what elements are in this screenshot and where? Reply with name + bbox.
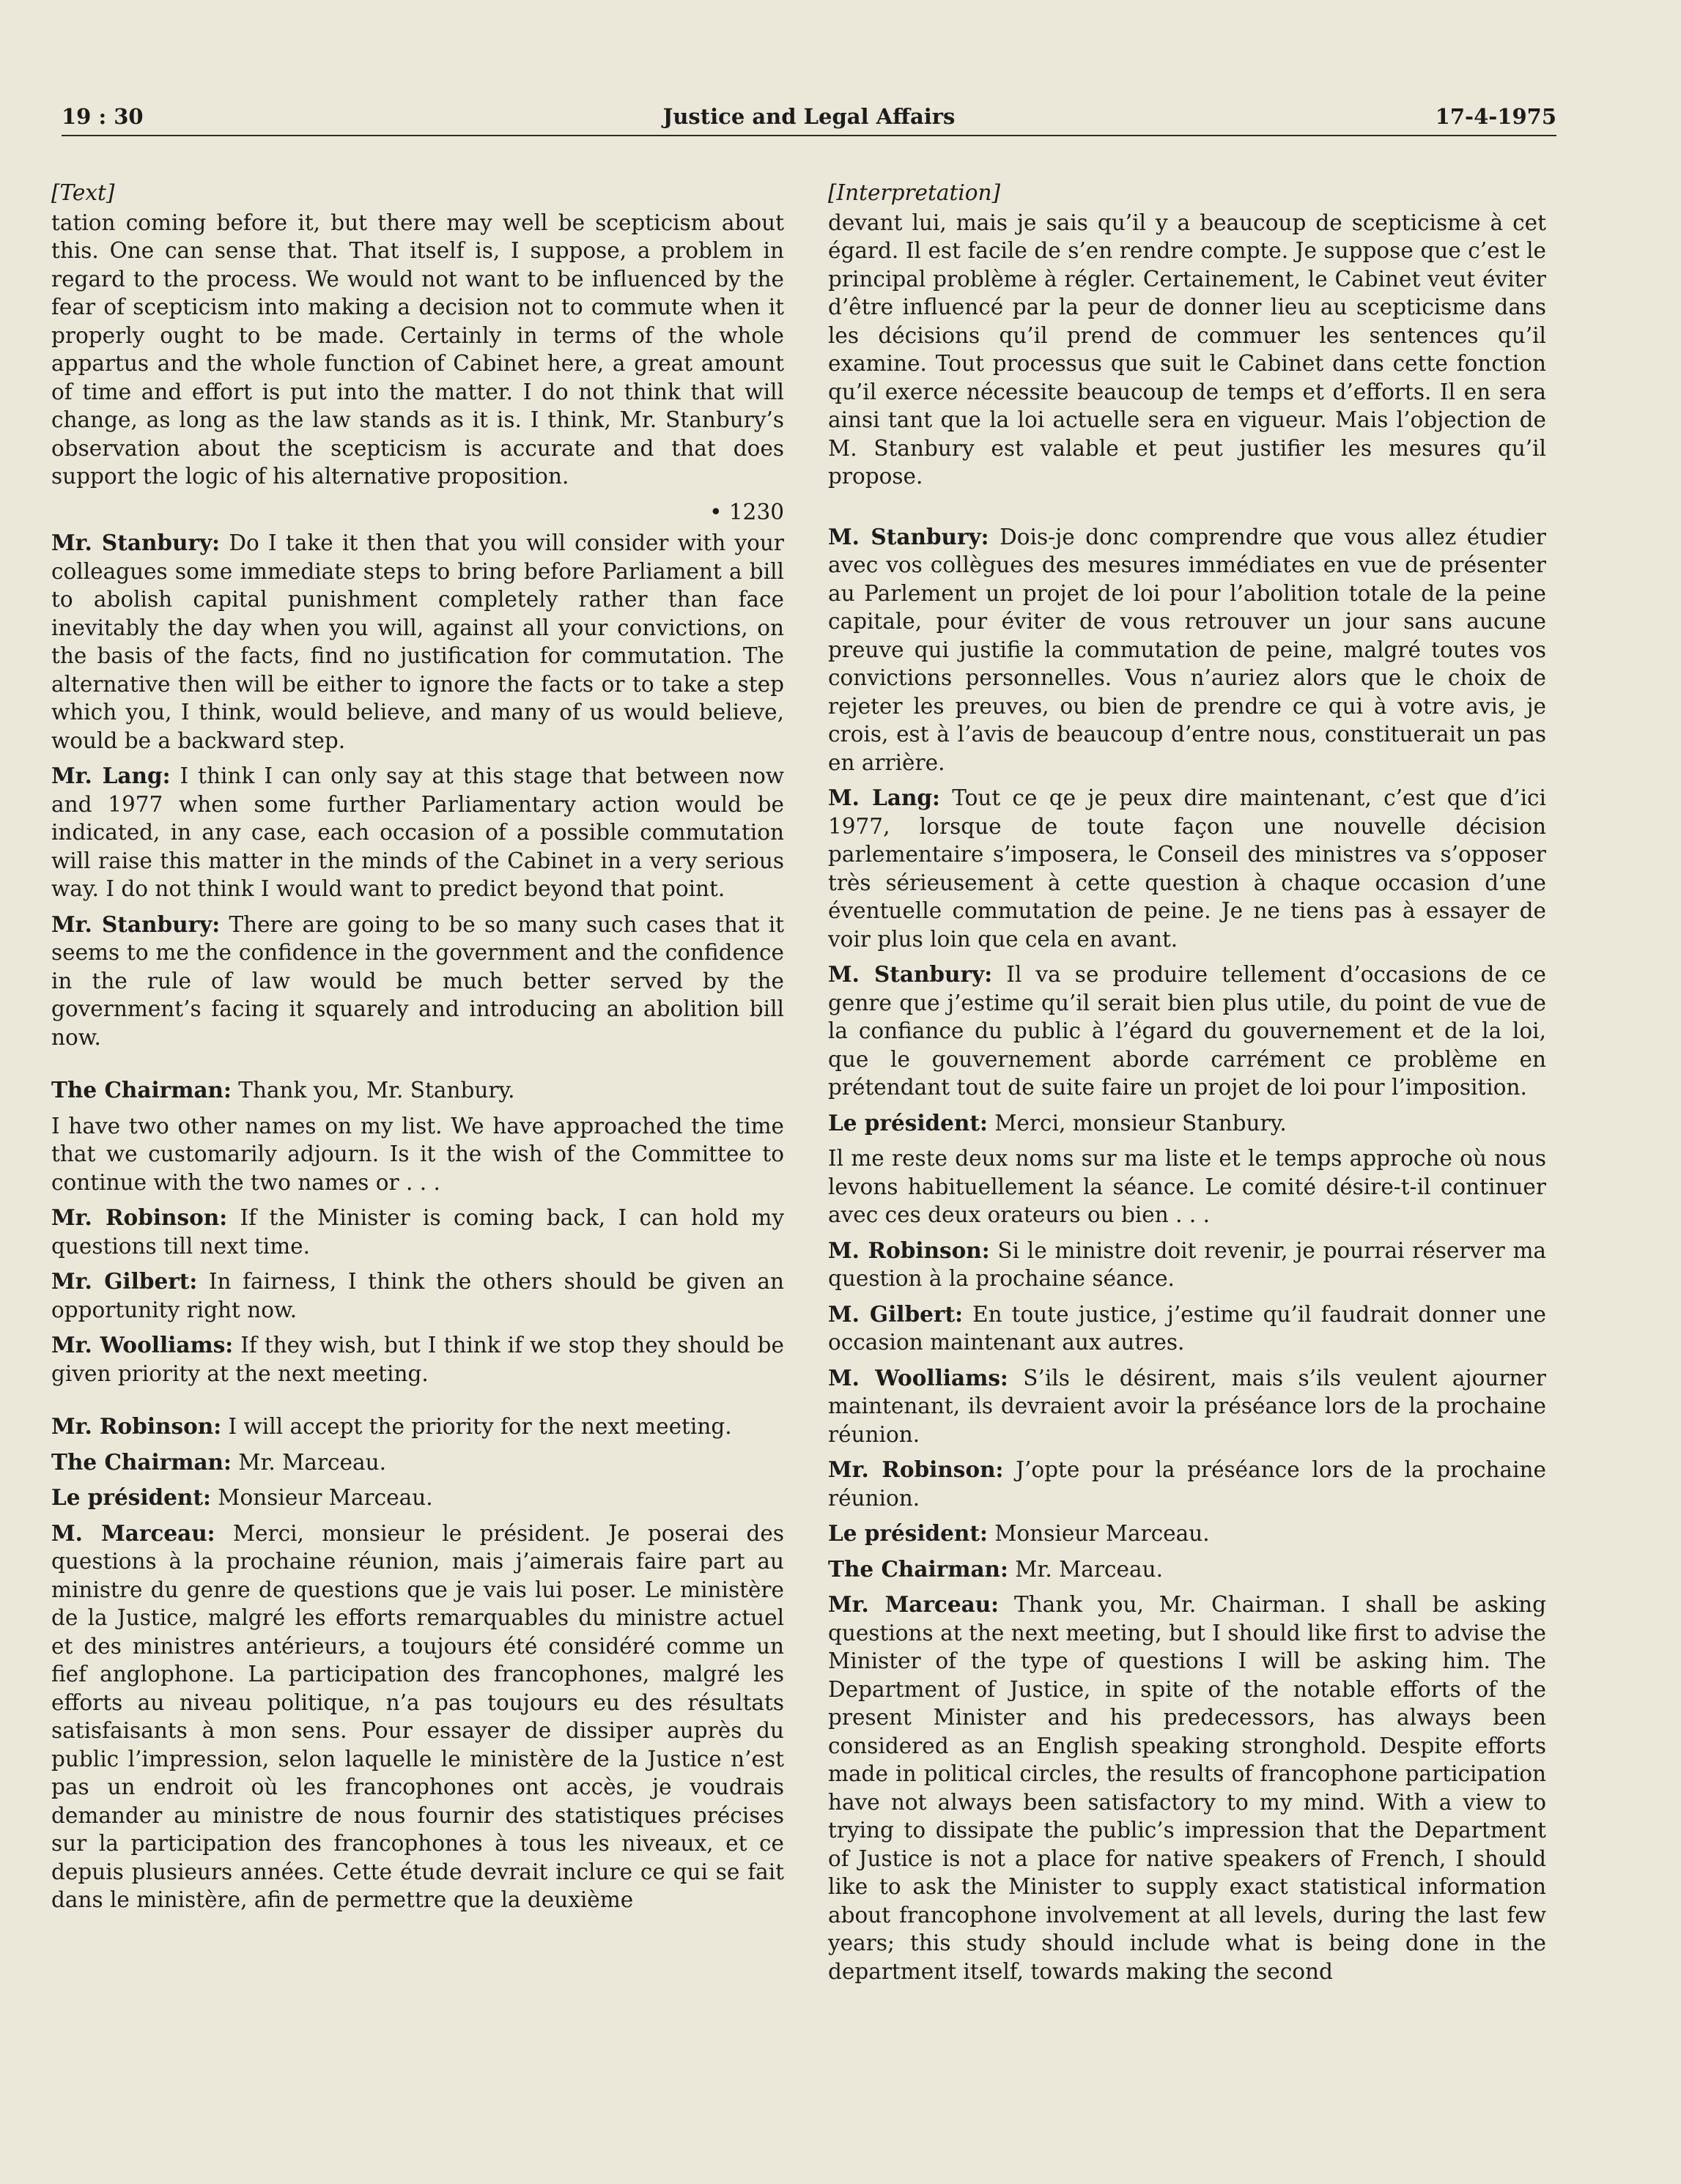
speaker: Mr. Robinson: (51, 1413, 222, 1439)
speech (828, 1456, 1546, 1512)
speech (51, 762, 784, 903)
speech-text: Thank you, Mr. Stanbury. (231, 1078, 515, 1103)
speaker: M. Marceau: (51, 1519, 215, 1546)
paragraph: I have two other names on my list. We have approached the time that we customarily adjourn. Is it the wish of the Committee to continue with the two names or . . . (51, 1113, 784, 1195)
speech (828, 1237, 1546, 1293)
speech (828, 1555, 1546, 1584)
speaker: Mr. Robinson: (51, 1204, 228, 1230)
speaker: Mr. Woolliams: (51, 1332, 234, 1358)
speaker: Mr. Robinson: (828, 1456, 1004, 1482)
speaker: The Chairman: (51, 1448, 232, 1475)
speech (828, 1300, 1546, 1357)
left-column-english (51, 179, 784, 1922)
speaker: Mr. Stanbury: (51, 530, 221, 555)
speaker: Mr. Lang: (51, 763, 171, 788)
speech-text: Il va se produire tellement d’occasions de ce genre que j’estime qu’il serait bien plus utile, du point de vue de la confiance du public à l’égard du gouvernement et de la loi, que le gouvernement aborde carrément ce problème en prétendant tout de suite faire un projet de loi pour l’imposition. (828, 962, 1547, 1100)
paragraph: Il me reste deux noms sur ma liste et le temps approche où nous levons habituellement la séance. Le comité désire-t-il continuer avec ces deux orateurs ou bien . . . (828, 1146, 1546, 1227)
speaker: Le président: (51, 1484, 211, 1510)
speech (828, 1591, 1546, 1985)
speech-text: J’opte pour la préséance lors de la prochaine réunion. (828, 1457, 1546, 1511)
speaker: Mr. Gilbert: (51, 1268, 198, 1294)
speech-text: Mr. Marceau. (1008, 1556, 1163, 1582)
speech (51, 1519, 784, 1914)
speech-text: If they wish, but I think if we stop they should be given priority at the next meeting. (51, 1333, 784, 1386)
speech-text: If the Minister is coming back, I can hold my questions till next time. (51, 1205, 784, 1259)
speech-text: I will accept the priority for the next meeting. (221, 1414, 732, 1439)
speech-text: Mr. Marceau. (231, 1449, 386, 1475)
time-marker: • 1230 (709, 499, 784, 525)
speech (51, 1076, 784, 1105)
speech-text: S’ils le désirent, mais s’ils veulent ajourner maintenant, ils devraient avoir la préséance lors de la prochaine réunion. (828, 1365, 1546, 1447)
speech (51, 1267, 784, 1324)
speech (51, 1413, 784, 1441)
speaker: Mr. Stanbury: (51, 911, 221, 937)
speaker: M. Stanbury: (828, 523, 989, 549)
speech-text: Merci, monsieur Stanbury. (987, 1110, 1287, 1136)
speaker: M. Robinson: (828, 1237, 990, 1263)
paragraph: tation coming before it, but there may well be scepticism about this. One can sense that. That itself is, I suppose, a problem in regard to the process. We would not want to be influenced by the fear of scepticism into making a decision not to commute when it properly ought to be made. Certainly in terms of the whole appartus and the whole function of Cabinet here, a great amount of time and effort is put into the matter. I do not think that will change, as long as the law stands as it is. I think, Mr. Stanbury’s observation about the scepticism is accurate and that does support the logic of his alternative proposition. (51, 210, 784, 489)
speech-text: Monsieur Marceau. (987, 1521, 1210, 1546)
column-tag: [Interpretation] (828, 180, 1001, 205)
speaker: M. Stanbury: (828, 961, 993, 987)
speech-text: Tout ce qe je peux dire maintenant, c’est que d’ici 1977, lorsque de toute façon une nouvelle décision parlementaire s’imposera, le Conseil des ministres va s’opposer très sérieusement à cette question à chaque occasion d’une éventuelle commutation de peine. Je ne tiens pas à essayer de voir plus loin que cela en avant. (828, 785, 1546, 952)
speech (828, 1109, 1546, 1138)
speaker: Le président: (828, 1109, 988, 1136)
speech-text: Thank you, Mr. Chairman. I shall be asking questions at the next meeting, but I should like first to advise the Minister of the type of questions I will be asking him. The Department of Justice, in spite of the notable efforts of the present Minister and his predecessors, has always been considered as an English speaking stronghold. Despite efforts made in political circles, the results of francophone participation have not always been satisfactory to my mind. With a view to trying to dissipate the public’s impression that the Department of Justice is not a place for native speakers of French, I should like to ask the Minister to supply exact statistical information about francophone involvement at all levels, during the last few years; this study should include what is being done in the department itself, towards making the second (828, 1592, 1546, 1984)
speech-text: I think I can only say at this stage that between now and 1977 when some further Parliamentary action would be indicated, in any case, each occasion of a possible commutation will raise this matter in the minds of the Cabinet in a very serious way. I do not think I would want to predict beyond that point. (51, 763, 784, 901)
speech (828, 523, 1546, 777)
paragraph: devant lui, mais je sais qu’il y a beaucoup de scepticisme à cet égard. Il est facile de s’en rendre compte. Je suppose que c’est le principal problème à régler. Certainement, le Cabinet veut éviter d’être influencé par la peur de donner lieu au scepticisme dans les décisions qu’il prend de commuer les sentences qu’il examine. Tout processus que suit le Cabinet dans cette fonction qu’il exerce nécessite beaucoup de temps et d’efforts. Il en sera ainsi tant que la loi actuelle sera en vigueur. Mais l’objection de M. Stanbury est valable et peut justifier les mesures qu’il propose. (828, 210, 1546, 489)
speech-text: Do I take it then that you will consider with your colleagues some immediate steps to bring before Parliament a bill to abolish capital punishment completely rather than face inevitably the day when you will, against all your convictions, on the basis of the facts, find no justification for commutation. The alternative then will be either to ignore the facts or to take a step which you, I think, would believe, and many of us would believe, would be a backward step. (51, 530, 784, 753)
speech-text: There are going to be so many such cases that it seems to me the confidence in the government and the confidence in the rule of law would be much better served by the government’s facing it squarely and introducing an abolition bill now. (51, 911, 784, 1050)
speaker: M. Woolliams: (828, 1364, 1008, 1391)
speech (828, 1519, 1546, 1548)
speech (51, 1484, 784, 1512)
speech (51, 911, 784, 1052)
speech-text: Monsieur Marceau. (210, 1485, 433, 1510)
speech-text: Dois-je donc comprendre que vous allez étudier avec vos collègues des mesures immédiates en vue de présenter au Parlement un projet de loi pour l’abolition totale de la peine capitale, pour éviter de vous retrouver un jour sans aucune preuve qui justifie la commutation de peine, malgré toutes vos convictions personnelles. Vous n’auriez alors que le choix de rejeter les preuves, ou bien de prendre ce qui à votre avis, je crois, est à l’avis de beaucoup d’entre nous, constituerait un pas en arrière. (828, 524, 1547, 775)
speaker: M. Gilbert: (828, 1300, 963, 1327)
speech-text: In fairness, I think the others should be given an opportunity right now. (51, 1269, 785, 1322)
speaker: Mr. Marceau: (828, 1591, 1000, 1617)
speech (828, 1364, 1546, 1449)
page-number: 19 : 30 (62, 104, 144, 129)
speech (51, 529, 784, 755)
speaker: The Chairman: (51, 1077, 232, 1103)
speaker: Le président: (828, 1520, 988, 1546)
page-header (62, 101, 1556, 136)
speech-text: En toute justice, j’estime qu’il faudrait donner une occasion maintenant aux autres. (828, 1301, 1546, 1355)
column-tag: [Text] (51, 180, 115, 205)
speaker: The Chairman: (828, 1555, 1008, 1582)
page-date: 17-4-1975 (1435, 104, 1556, 129)
speech (51, 1204, 784, 1260)
running-title: Justice and Legal Affairs (662, 104, 956, 129)
speaker: M. Lang: (828, 785, 940, 810)
speech (51, 1331, 784, 1388)
speech (828, 960, 1546, 1102)
speech (51, 1448, 784, 1477)
speech (828, 784, 1546, 953)
speech-text: Merci, monsieur le président. Je poserai des questions à la prochaine réunion, mais j’aimerais faire part au ministre du genre de questions que je vais lui poser. Le ministère de la Justice, malgré les efforts remarquables du ministre actuel et des ministres antérieurs, a toujours été considéré comme un fief anglophone. La participation des francophones, malgré les efforts au niveau politique, n’a pas toujours eu des résultats satisfaisants à mon sens. Pour essayer de dissiper auprès du public l’impression, selon laquelle le ministère de la Justice n’est pas un endroit où les francophones ont accès, je voudrais demander au ministre de nous fournir des statistiques précises sur la participation des francophones à tous les niveaux, et ce depuis plusieurs années. Cette étude devrait inclure ce qui se fait dans le ministère, afin de permettre que la deuxième (51, 1520, 784, 1912)
right-column-french (828, 179, 1546, 1993)
speech-text: Si le ministre doit revenir, je pourrai réserver ma question à la prochaine séance. (828, 1237, 1546, 1291)
